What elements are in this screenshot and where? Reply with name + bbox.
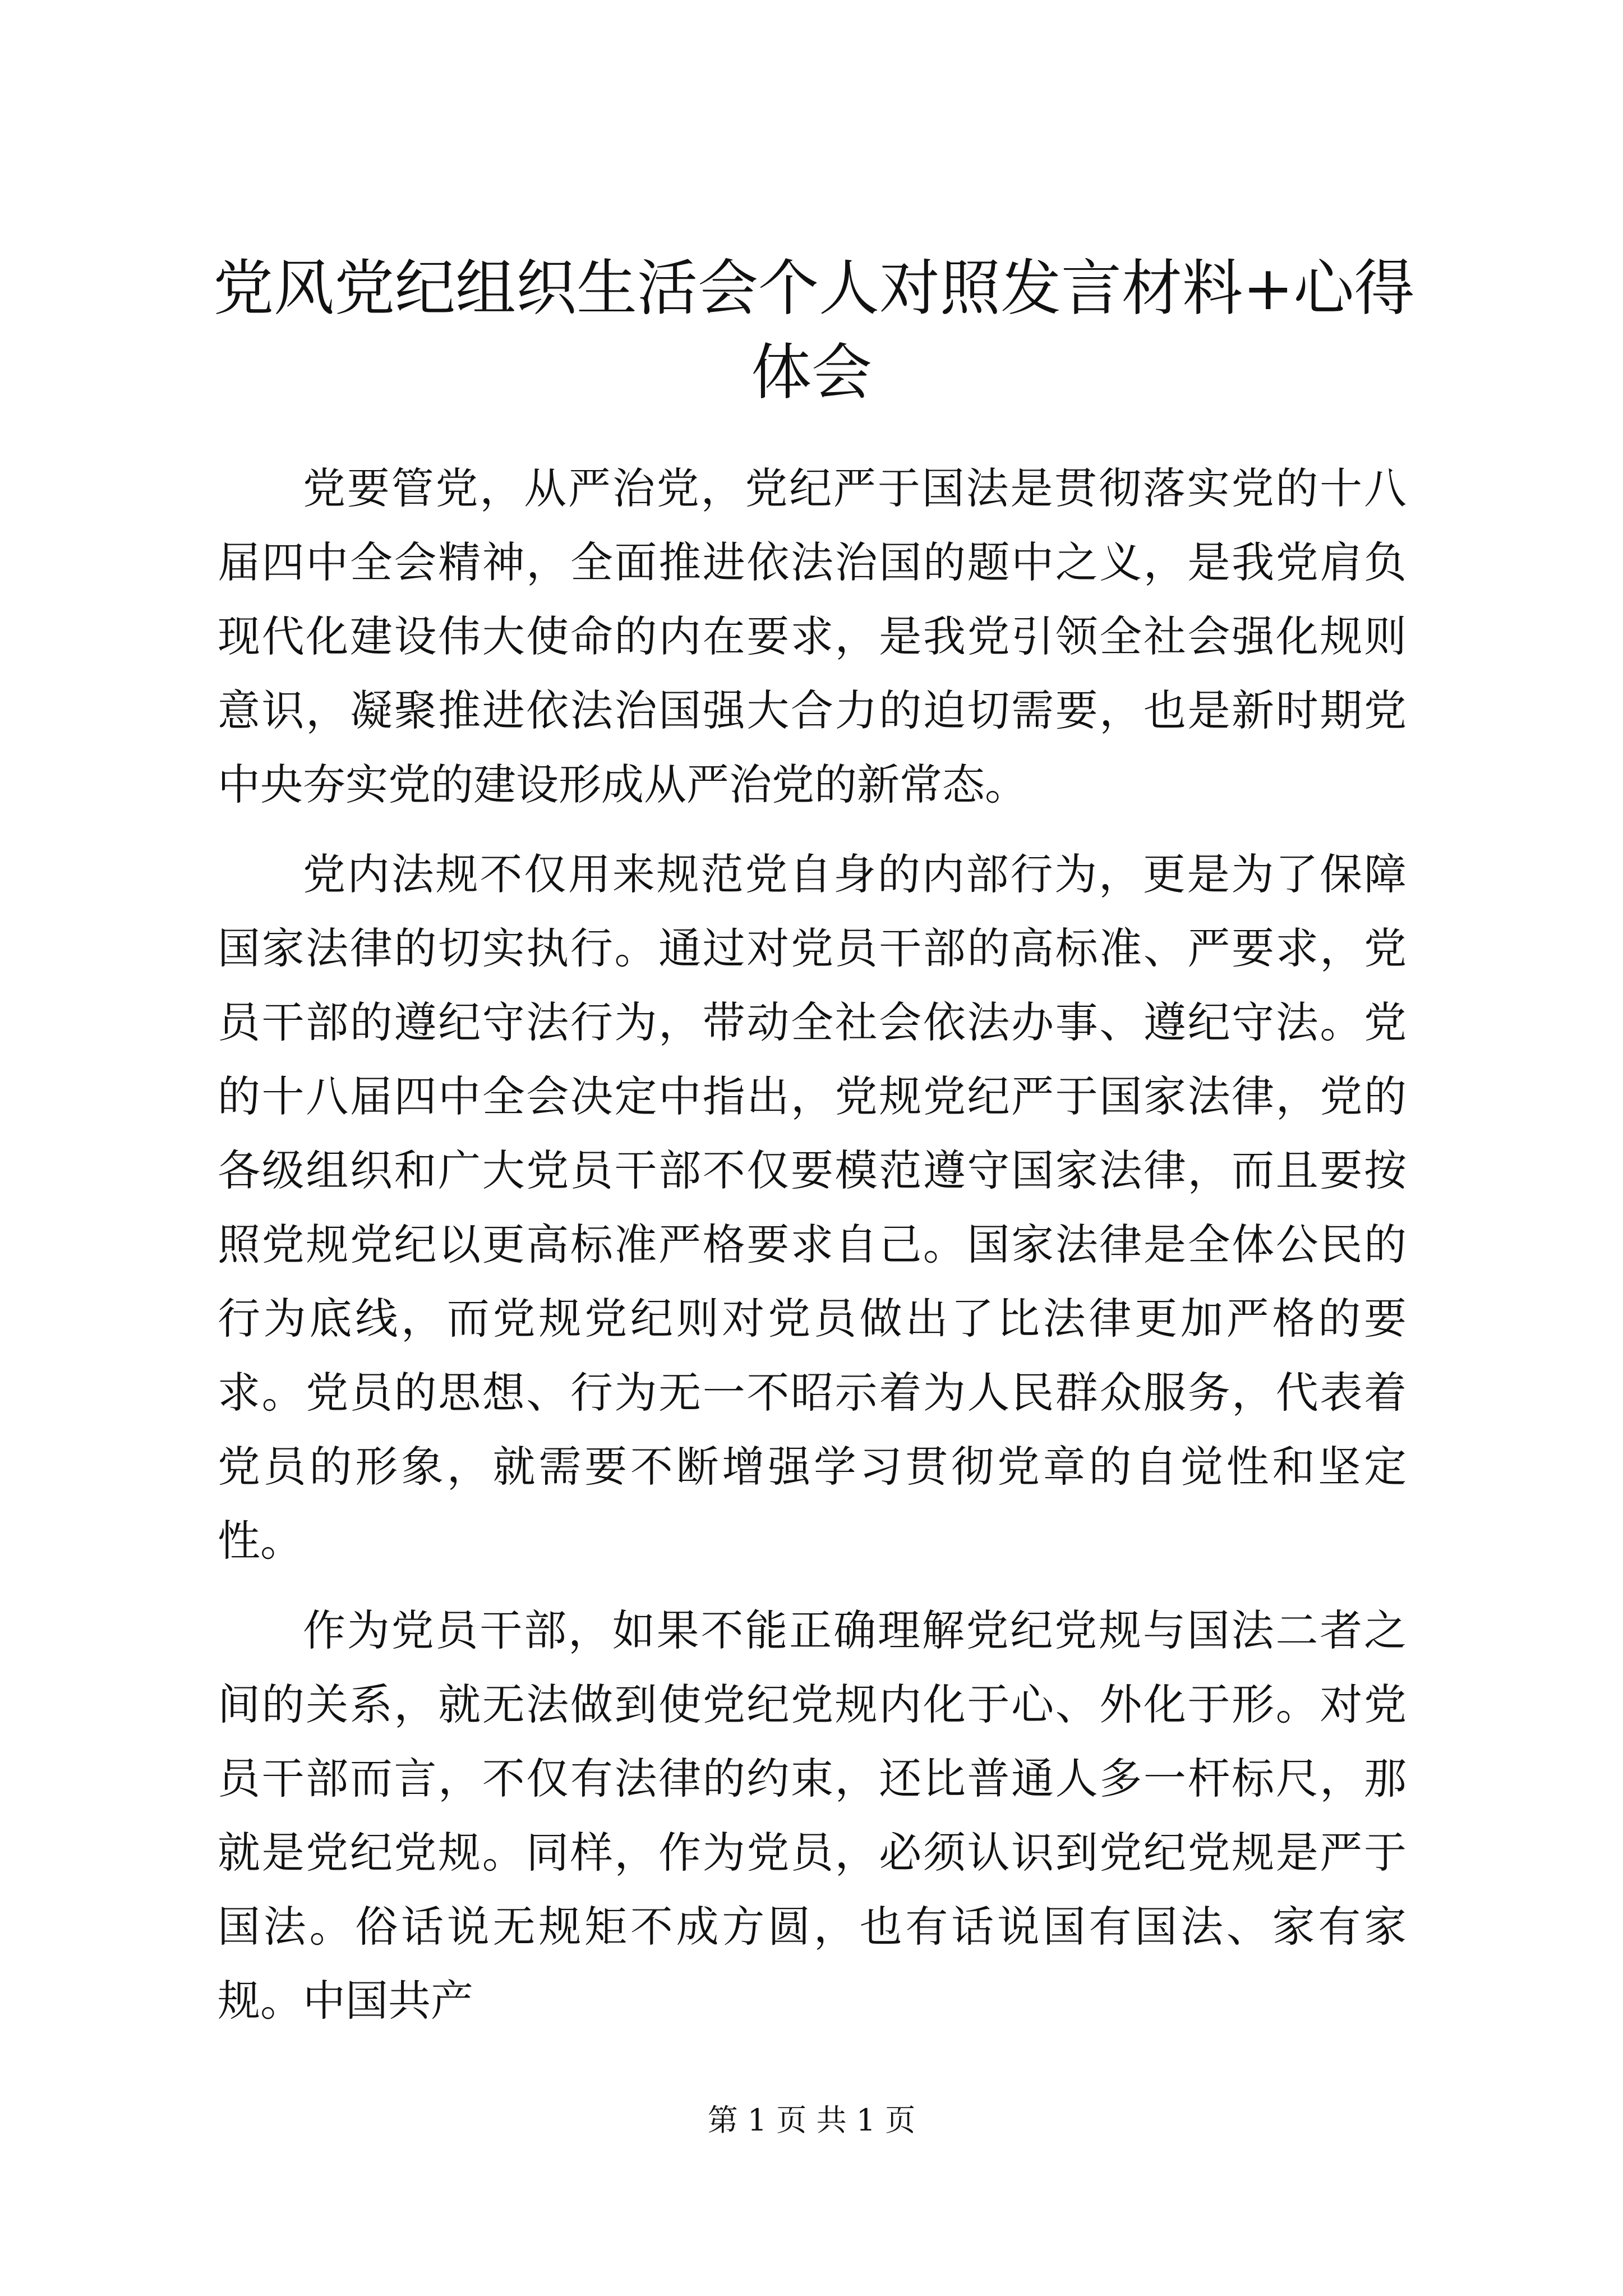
paragraph-2: 党内法规不仅用来规范党自身的内部行为，更是为了保障国家法律的切实执行。通过对党员干部的高标准、严要求，党员干部的遵纪守法行为，带动全社会依法办事、遵纪守法。党的十八届四中全会决定中指出，党规党纪严于国家法律，党的各级组织和广大党员干部不仅要模范遵守国家法律，而且要按照党规党纪以更高标准严格要求自己。国家法律是全体公民的行为底线，而党规党纪则对党员做出了比法律更加严格的要求。党员的思想、行为无一不昭示着为人民群众服务，代表着党员的形象，就需要不断增强学习贯彻党章的自觉性和坚定性。 xyxy=(218,849,1407,1566)
title-line-1: 党风党纪组织生活会个人对照发言材料+心得 xyxy=(213,254,1415,324)
paragraph-3: 作为党员干部，如果不能正确理解党纪党规与国法二者之间的关系，就无法做到使党纪党规内化于心、外化于形。对党员干部而言，不仅有法律的约束，还比普通人多一杆标尺，那就是党纪党规。同样，作为党员，必须认识到党纪党规是严于国法。俗话说无规矩不成方圆，也有话说国有国法、家有家规。中国共产 xyxy=(218,1605,1407,2026)
title-line-2: 体会 xyxy=(750,338,872,408)
document-title xyxy=(213,247,1415,415)
page-number-footer: 第 1 页 共 1 页 xyxy=(707,2102,916,2138)
document-body xyxy=(218,452,1407,2038)
paragraph-1: 党要管党，从严治党，党纪严于国法是贯彻落实党的十八届四中全会精神，全面推进依法治国的题中之义，是我党肩负现代化建设伟大使命的内在要求，是我党引领全社会强化规则意识，凝聚推进依法治国强大合力的迫切需要，也是新时期党中央夯实党的建设形成从严治党的新常态。 xyxy=(218,463,1407,809)
